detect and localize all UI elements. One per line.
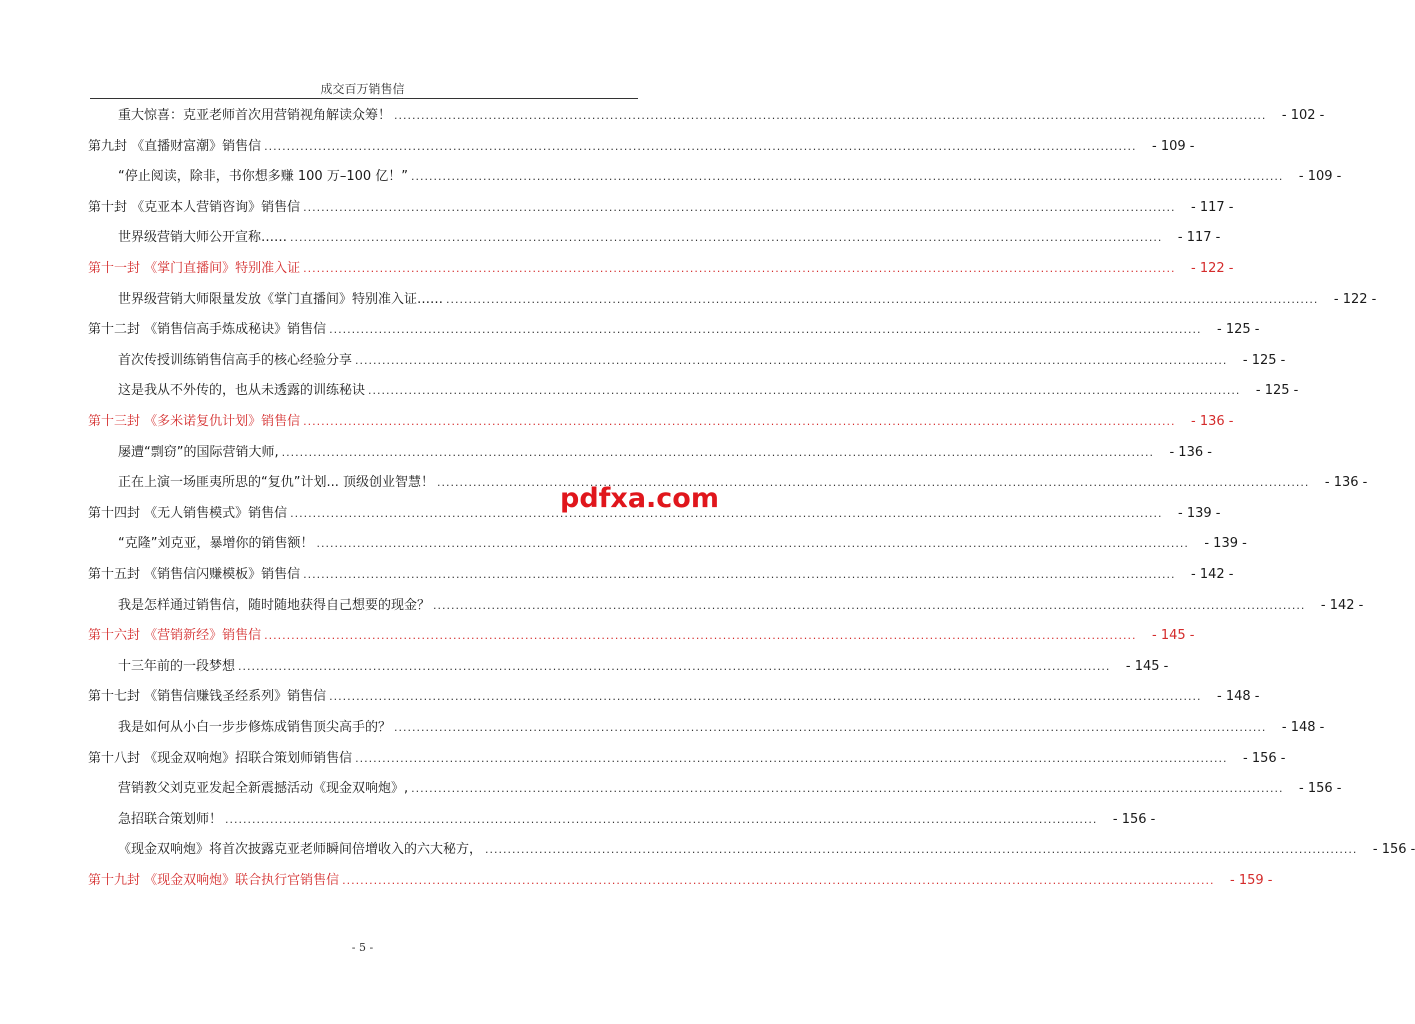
toc-page-number: - 142 - xyxy=(1320,597,1364,613)
toc-dot-leader xyxy=(282,441,1154,465)
toc-page-number: - 148 - xyxy=(1217,689,1260,705)
toc-page-number: - 125 - xyxy=(1255,383,1299,399)
toc-dot-leader xyxy=(446,288,1318,312)
toc-page-number: - 156 - xyxy=(1372,842,1415,858)
toc-chapter-entry[interactable] xyxy=(0,624,1195,648)
toc-subentry[interactable] xyxy=(0,288,1377,312)
toc-subentry[interactable] xyxy=(0,594,1364,618)
toc-entry-title: 这是我从不外传的，也从未透露的训练秘诀 xyxy=(118,383,366,399)
toc-chapter-entry[interactable] xyxy=(0,196,1234,220)
toc-entry-title: 我是如何从小白一步步修炼成销售顶尖高手的？ xyxy=(118,720,392,735)
toc-page-number: - 156 - xyxy=(1299,781,1342,797)
toc-entry-title: 屡遭“剽窃”的国际营销大师, xyxy=(118,444,279,460)
toc-subentry[interactable] xyxy=(0,532,1247,556)
toc-dot-leader xyxy=(303,257,1175,281)
toc-subentry[interactable] xyxy=(0,838,1415,862)
toc-entry-title: 第十一封 《掌门直播间》特别准入证 xyxy=(88,261,301,276)
toc-entry-title: 第十九封 《现金双响炮》联合执行官销售信 xyxy=(88,873,340,888)
toc-dot-leader xyxy=(290,226,1162,250)
toc-dot-leader xyxy=(433,594,1305,618)
toc-entry-title: 第九封 《直播财富潮》销售信 xyxy=(88,138,262,154)
toc-chapter-entry[interactable] xyxy=(0,685,1260,709)
toc-dot-leader xyxy=(394,104,1266,128)
toc-subentry[interactable] xyxy=(0,165,1342,189)
toc-entry-title: 第十三封 《多米诺复仇计划》销售信 xyxy=(88,414,301,429)
page-number: - 5 - xyxy=(351,941,374,954)
toc-page-number: - 102 - xyxy=(1281,108,1325,123)
toc-page-number: - 136 - xyxy=(1191,414,1234,429)
toc-dot-leader xyxy=(411,777,1283,801)
toc-subentry[interactable] xyxy=(0,716,1325,740)
toc-page-number: - 139 - xyxy=(1178,505,1221,521)
toc-dot-leader xyxy=(264,135,1136,159)
toc-dot-leader xyxy=(485,838,1357,862)
toc-entry-title: “停止阅读，除非，书你想多赚 100 万–100 亿！” xyxy=(118,169,408,185)
toc-subentry[interactable] xyxy=(0,808,1156,832)
toc-chapter-entry[interactable] xyxy=(0,563,1234,587)
toc-entry-title: 重大惊喜：克亚老师首次用营销视角解读众筹！ xyxy=(118,108,392,123)
page-header-title: 成交百万销售信 xyxy=(320,82,405,96)
toc-dot-leader xyxy=(264,624,1136,648)
toc-entry-title: 世界级营销大师限量发放《掌门直播间》特别准入证…… xyxy=(118,291,444,307)
toc-page-number: - 142 - xyxy=(1191,567,1234,582)
toc-entry-title: 首次传授训练销售信高手的核心经验分享 xyxy=(118,352,353,368)
toc-dot-leader xyxy=(329,318,1201,342)
toc-entry-title: 第十八封 《现金双响炮》招联合策划师销售信 xyxy=(88,750,353,766)
toc-entry-title: 《现金双响炮》将首次披露克亚老师瞬间倍增收入的六大秘方， xyxy=(118,842,483,858)
toc-chapter-entry[interactable] xyxy=(0,869,1273,893)
toc-dot-leader xyxy=(411,165,1283,189)
toc-dot-leader xyxy=(394,716,1266,740)
toc-page-number: - 156 - xyxy=(1112,811,1156,827)
toc-page-number: - 125 - xyxy=(1217,322,1260,338)
toc-page-number: - 145 - xyxy=(1125,658,1169,674)
toc-chapter-entry[interactable] xyxy=(0,410,1234,434)
toc-page-number: - 148 - xyxy=(1281,720,1325,735)
toc-dot-leader xyxy=(303,196,1175,220)
toc-entry-title: 我是怎样通过销售信，随时随地获得自己想要的现金？ xyxy=(118,597,431,613)
toc-entry-title: 第十封 《克亚本人营销咨询》销售信 xyxy=(88,199,301,215)
toc-page-number: - 109 - xyxy=(1298,169,1342,185)
toc-page-number: - 136 - xyxy=(1324,475,1368,491)
toc-subentry[interactable] xyxy=(0,777,1342,801)
toc-chapter-entry[interactable] xyxy=(0,318,1260,342)
toc-entry-title: 营销教父刘克亚发起全新震撼活动《现金双响炮》, xyxy=(118,781,409,797)
toc-page-number: - 117 - xyxy=(1191,199,1234,215)
toc-page-number: - 159 - xyxy=(1230,873,1273,888)
toc-page-number: - 109 - xyxy=(1152,138,1195,154)
toc-page-number: - 122 - xyxy=(1333,291,1377,307)
toc-page-number: - 122 - xyxy=(1191,261,1234,276)
toc-entry-title: 第十二封 《销售信高手炼成秘诀》销售信 xyxy=(88,322,327,338)
toc-dot-leader xyxy=(290,502,1162,526)
toc-entry-title: 世界级营销大师公开宣称…… xyxy=(118,230,288,246)
toc-dot-leader xyxy=(342,869,1214,893)
toc-subentry[interactable] xyxy=(0,441,1212,465)
toc-entry-title: 第十四封 《无人销售模式》销售信 xyxy=(88,505,288,521)
header-rule xyxy=(90,98,638,99)
toc-page-number: - 117 - xyxy=(1177,230,1221,246)
toc-dot-leader xyxy=(303,410,1175,434)
toc-dot-leader xyxy=(238,655,1110,679)
toc-entry-title: 第十七封 《销售信赚钱圣经系列》销售信 xyxy=(88,689,327,705)
toc-dot-leader xyxy=(316,532,1188,556)
toc-dot-leader xyxy=(355,747,1227,771)
toc-page-number: - 145 - xyxy=(1152,628,1195,644)
toc-page-number: - 125 - xyxy=(1242,352,1286,368)
toc-dot-leader xyxy=(355,349,1227,373)
toc-entry-title: 第十五封 《销售信闪赚模板》销售信 xyxy=(88,567,301,582)
toc-dot-leader xyxy=(225,808,1097,832)
toc-subentry[interactable] xyxy=(0,379,1299,403)
toc-entry-title: “克隆”刘克亚，暴增你的销售额！ xyxy=(118,536,314,552)
toc-entry-title: 十三年前的一段梦想 xyxy=(118,658,236,674)
toc-chapter-entry[interactable] xyxy=(0,257,1234,281)
toc-page-number: - 139 - xyxy=(1204,536,1247,552)
toc-chapter-entry[interactable] xyxy=(0,135,1195,159)
toc-subentry[interactable] xyxy=(0,226,1221,250)
watermark-logo: pdfxa.com xyxy=(560,483,719,514)
toc-subentry[interactable] xyxy=(0,349,1286,373)
toc-entry-title: 第十六封 《营销新经》销售信 xyxy=(88,628,262,644)
toc-dot-leader xyxy=(303,563,1175,587)
toc-entry-title: 正在上演一场匪夷所思的“复仇”计划... 顶级创业智慧！ xyxy=(118,475,434,491)
toc-subentry[interactable] xyxy=(0,655,1169,679)
toc-subentry[interactable] xyxy=(0,104,1325,128)
toc-chapter-entry[interactable] xyxy=(0,747,1286,771)
toc-entry-title: 急招联合策划师！ xyxy=(118,811,223,827)
toc-page-number: - 136 - xyxy=(1169,444,1212,460)
toc-dot-leader xyxy=(329,685,1201,709)
toc-page-number: - 156 - xyxy=(1243,750,1286,766)
toc-dot-leader xyxy=(368,379,1240,403)
